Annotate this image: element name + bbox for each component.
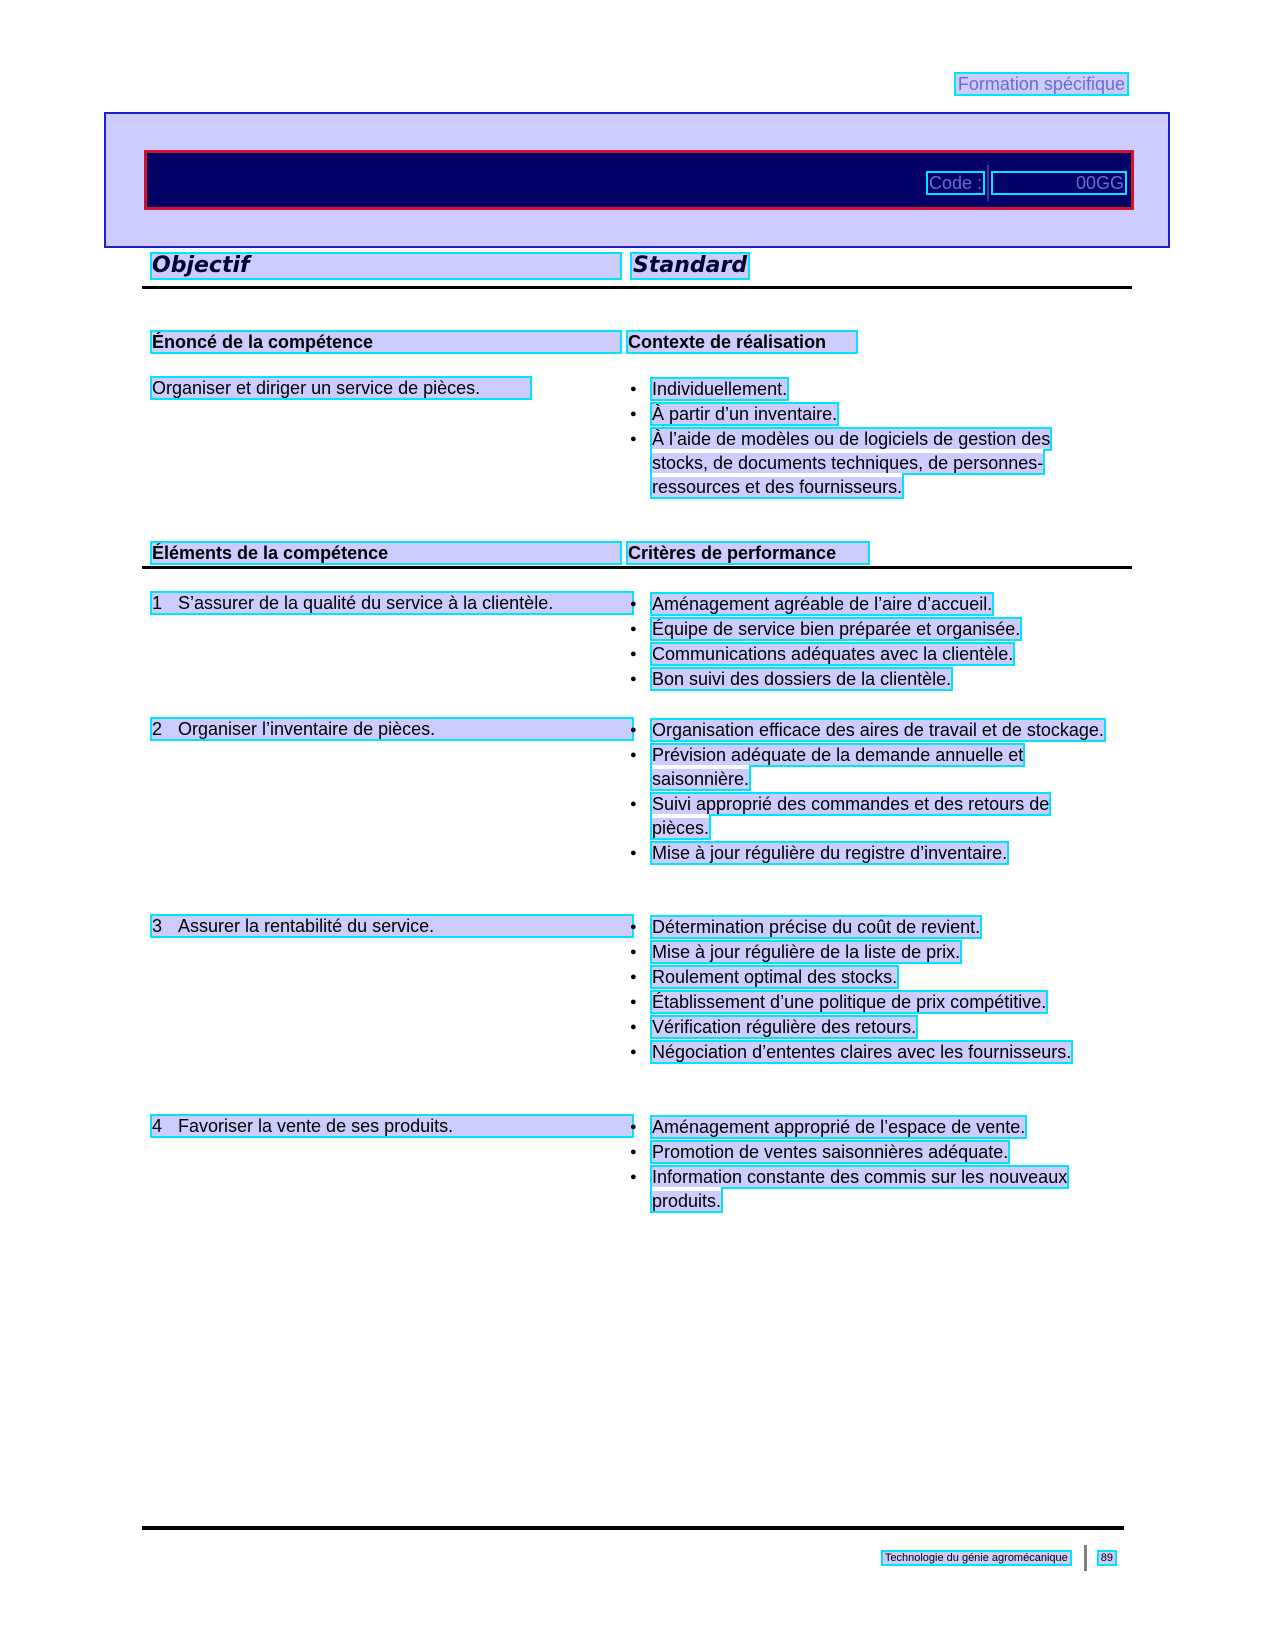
element-label: Favoriser la vente de ses produits. <box>178 1116 454 1136</box>
criteria-list-1 <box>628 592 1108 692</box>
list-item: ● Suivi approprié des commandes et des retours de pièces. <box>628 792 1108 840</box>
element-2 <box>152 719 632 739</box>
list-item: ● Aménagement approprié de l’espace de vente. <box>628 1115 1108 1139</box>
heading-standard: Standard <box>633 253 748 278</box>
list-item: ● Vérification régulière des retours. <box>628 1015 1108 1039</box>
list-item: ● Prévision adéquate de la demande annuelle et saisonnière. <box>628 743 1108 791</box>
page-footer <box>883 1545 1115 1571</box>
list-item: ● Mise à jour régulière du registre d’inventaire. <box>628 841 1108 865</box>
footer-divider <box>1084 1545 1087 1571</box>
list-item: ● Établissement d’une politique de prix compétitive. <box>628 990 1108 1014</box>
code-label: Code : <box>928 173 982 193</box>
footer-title: Technologie du génie agromécanique <box>884 1552 1068 1564</box>
page-number: 89 <box>1100 1552 1113 1564</box>
list-item: ● Organisation efficace des aires de travail et de stockage. <box>628 718 1108 742</box>
element-4 <box>152 1116 632 1136</box>
banner-title-bar <box>144 150 1134 210</box>
competence-statement: Organiser et diriger un service de pièces. <box>152 378 530 398</box>
list-item: ● Détermination précise du coût de revient. <box>628 915 1108 939</box>
list-item: ● Information constante des commis sur les nouveaux produits. <box>628 1165 1108 1213</box>
competency-banner <box>104 112 1170 248</box>
element-number: 4 <box>152 1116 163 1136</box>
list-item: ● Négociation d’ententes claires avec les fournisseurs. <box>628 1040 1108 1064</box>
list-item: ● Mise à jour régulière de la liste de prix. <box>628 940 1108 964</box>
criteria-list-2 <box>628 718 1108 866</box>
element-number: 3 <box>152 916 163 936</box>
competence-title: Énoncé de la compétence <box>152 332 620 352</box>
heading-rule <box>142 286 1132 289</box>
list-item: ● À partir d’un inventaire. <box>628 402 1108 426</box>
code-value: 00GG <box>993 173 1125 193</box>
element-number: 2 <box>152 719 163 739</box>
context-list <box>628 377 1108 500</box>
list-item: ● Bon suivi des dossiers de la clientèle. <box>628 667 1108 691</box>
code-separator <box>987 165 989 201</box>
elements-title: Éléments de la compétence <box>152 543 620 563</box>
criteria-title: Critères de performance <box>628 543 868 563</box>
list-item: ● Aménagement agréable de l’aire d’accueil. <box>628 592 1108 616</box>
list-item: ● À l’aide de modèles ou de logiciels de gestion des stocks, de documents techniques, de personnes-ressources et des fournisseurs. <box>628 427 1108 499</box>
list-item: ● Individuellement. <box>628 377 1108 401</box>
context-title: Contexte de réalisation <box>628 332 856 352</box>
element-number: 1 <box>152 593 163 613</box>
competency-code <box>928 173 1125 193</box>
list-item: ● Équipe de service bien préparée et organisée. <box>628 617 1108 641</box>
elements-rule <box>142 566 1132 569</box>
element-label: Assurer la rentabilité du service. <box>178 916 435 936</box>
element-label: S’assurer de la qualité du service à la clientèle. <box>178 593 554 613</box>
list-item: ● Promotion de ventes saisonnières adéquate. <box>628 1140 1108 1164</box>
criteria-list-4 <box>628 1115 1108 1214</box>
element-3 <box>152 916 632 936</box>
footer-rule <box>142 1526 1124 1530</box>
element-label: Organiser l’inventaire de pièces. <box>178 719 436 739</box>
running-head: Formation spécifique <box>957 74 1125 94</box>
list-item: ● Roulement optimal des stocks. <box>628 965 1108 989</box>
heading-objectif: Objectif <box>152 254 620 278</box>
list-item: ● Communications adéquates avec la clientèle. <box>628 642 1108 666</box>
element-1 <box>152 593 632 613</box>
criteria-list-3 <box>628 915 1108 1065</box>
